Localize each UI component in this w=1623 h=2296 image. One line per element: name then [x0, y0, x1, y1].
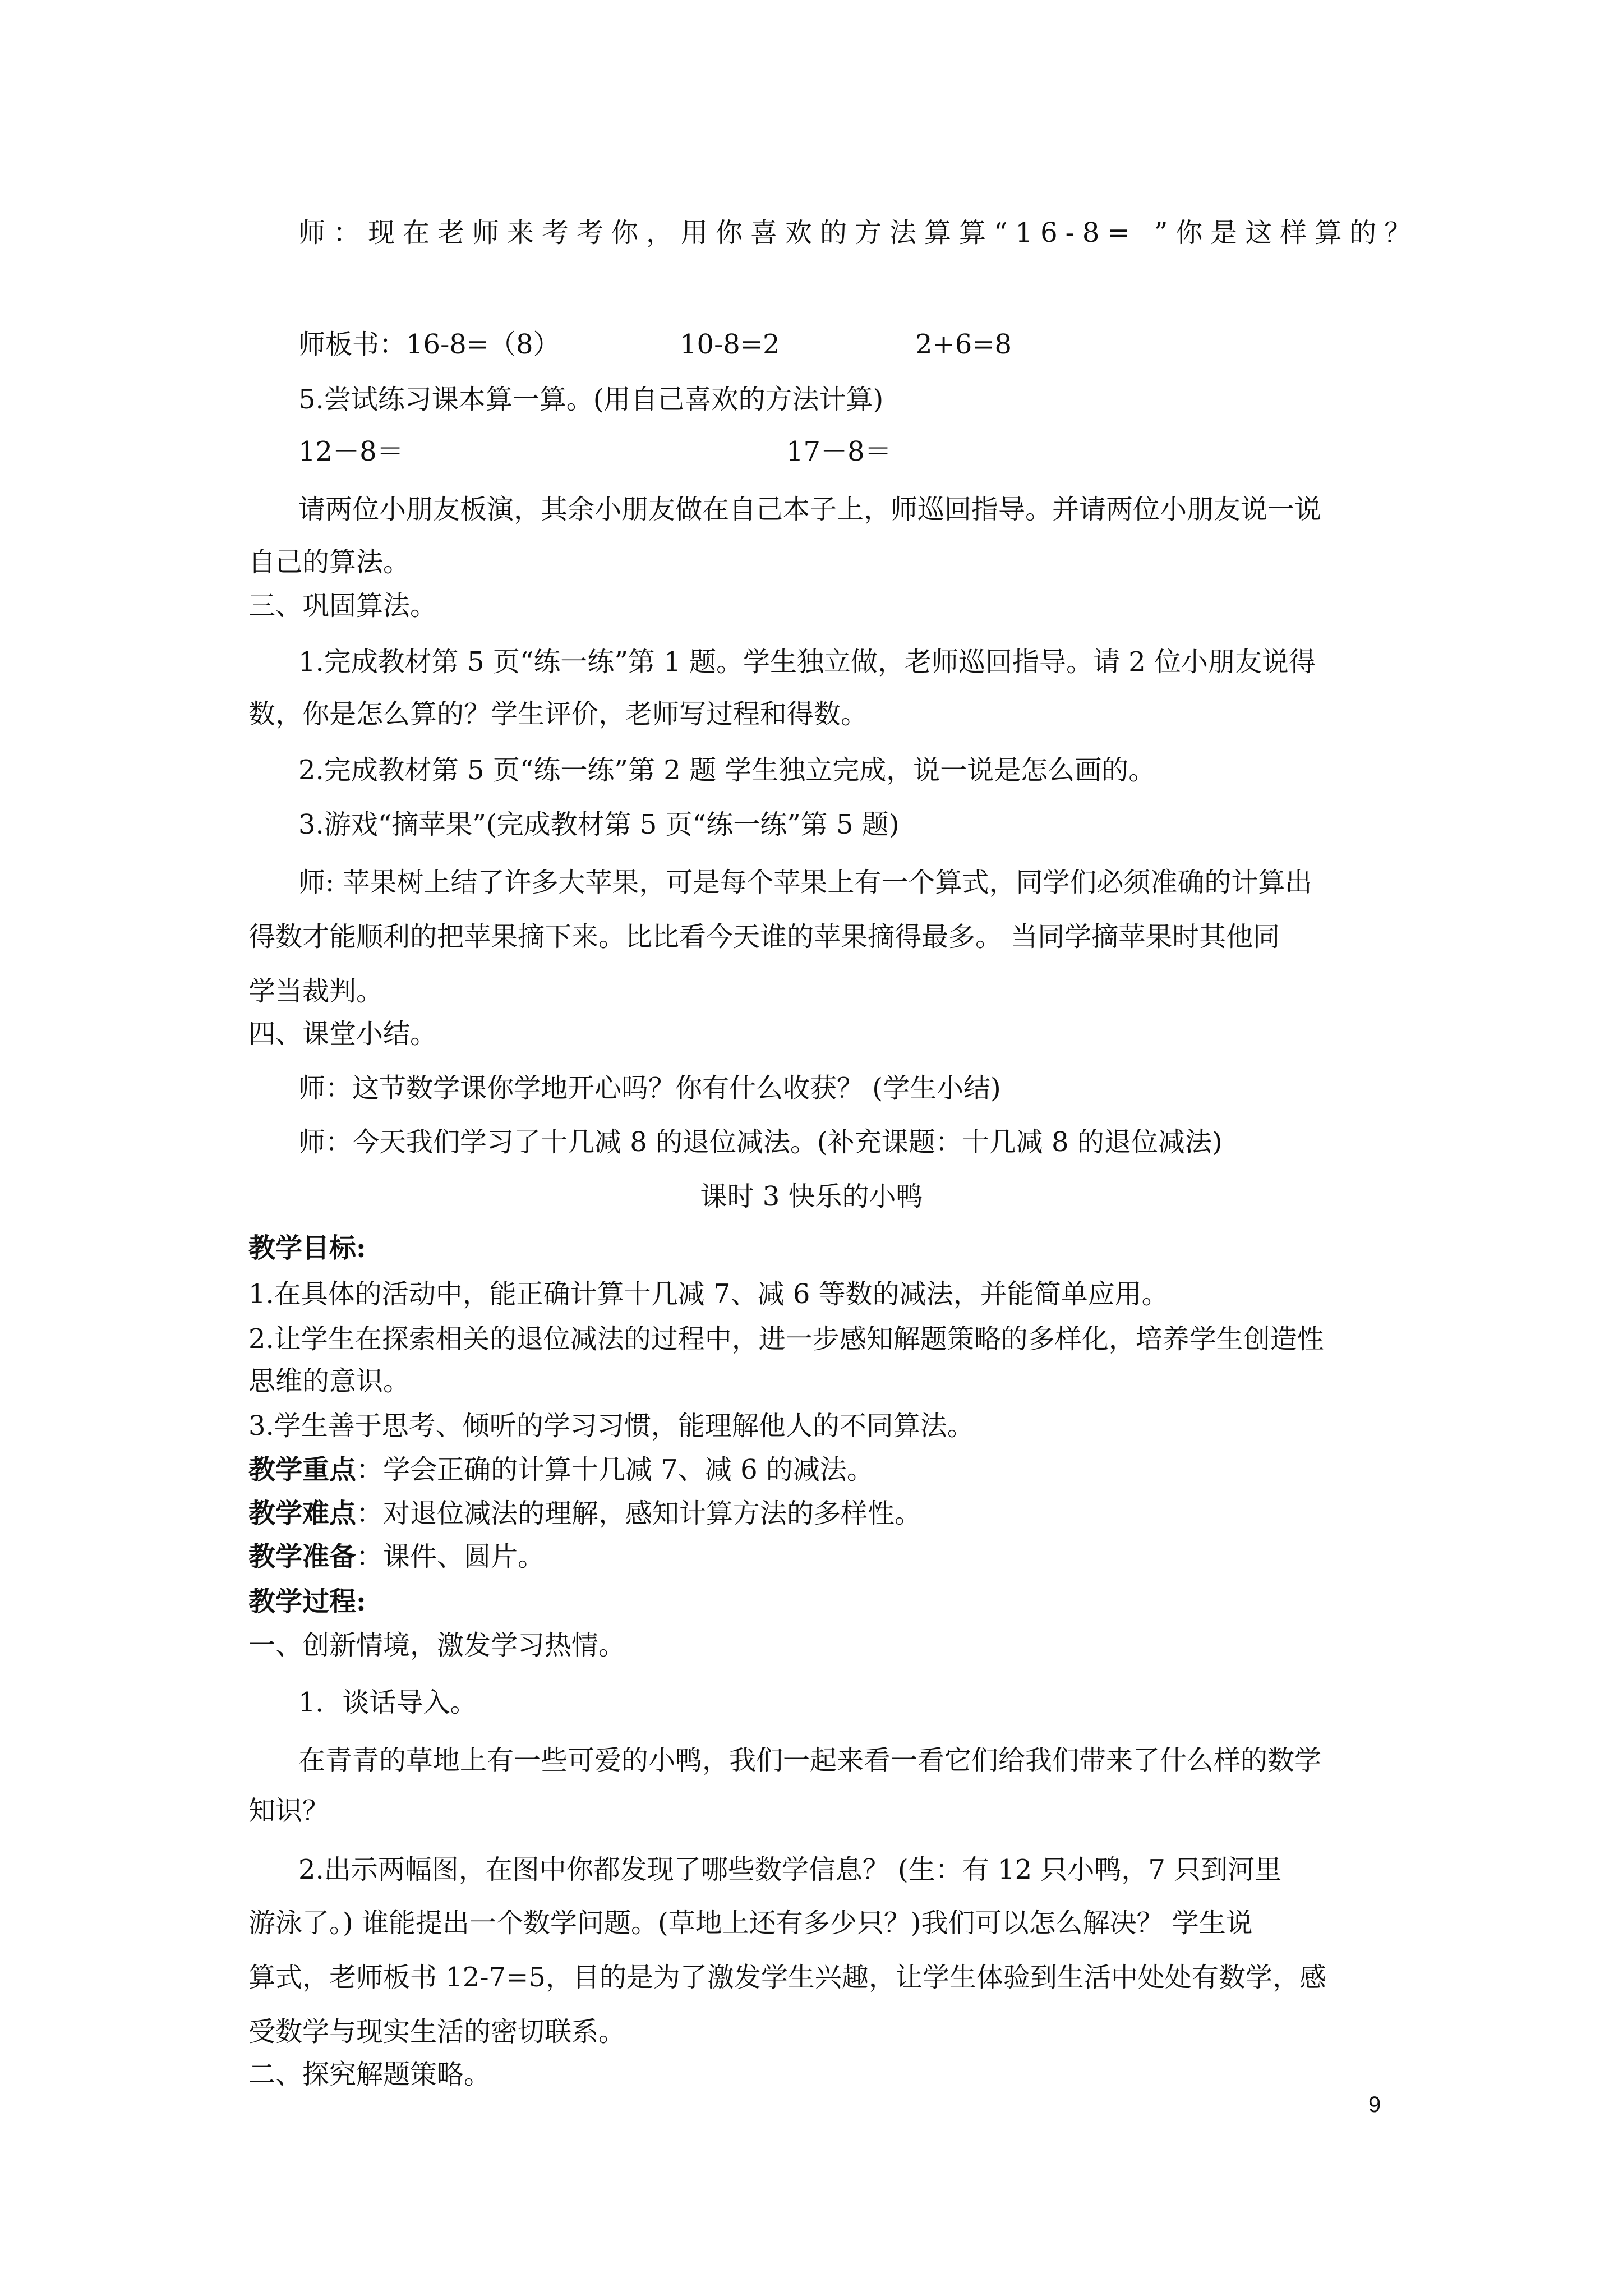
- paragraph-line: 游泳了。) 谁能提出一个数学问题。(草地上还有多少只？)我们可以怎么解决？ 学生说: [248, 1907, 1253, 1939]
- section-heading: 三、巩固算法。: [248, 590, 437, 622]
- paragraph-line: 受数学与现实生活的密切联系。: [248, 2016, 626, 2047]
- paragraph-line: 得数才能顺利的把苹果摘下来。比比看今天谁的苹果摘得最多。 当同学摘苹果时其他同: [248, 921, 1280, 953]
- heading-process: 教学过程:: [248, 1586, 366, 1617]
- exercise-1: 12－8＝: [298, 436, 404, 467]
- board-equation-1: 师板书：16-8=（8）: [298, 329, 560, 360]
- paragraph-line: 请两位小朋友板演，其余小朋友做在自己本子上，师巡回指导。并请两位小朋友说一说: [298, 494, 1322, 525]
- key-points-line: [248, 1453, 874, 1487]
- paragraph-line: 2.出示两幅图，在图中你都发现了哪些数学信息？ (生：有 12 只小鸭，7 只到河里: [298, 1854, 1282, 1885]
- preparation-text: ：课件、圆片。: [356, 1541, 545, 1572]
- heading-objectives: 教学目标:: [248, 1232, 366, 1264]
- section-heading: 四、课堂小结。: [248, 1018, 437, 1050]
- page-number: 9: [1368, 2092, 1381, 2117]
- exercise-line: [298, 435, 892, 468]
- paragraph-line: 师: 苹果树上结了许多大苹果，可是每个苹果上有一个算式，同学们必须准确的计算出: [298, 867, 1312, 898]
- board-equation-3: 2+6=8: [915, 329, 1012, 360]
- paragraph-line: 1．谈话导入。: [298, 1687, 477, 1718]
- paragraph-line: 知识？: [248, 1795, 330, 1826]
- difficulties-text: ：对退位减法的理解，感知计算方法的多样性。: [356, 1498, 922, 1529]
- lesson-title: 课时 3 快乐的小鸭: [700, 1181, 923, 1212]
- objective-item: 3.学生善于思考、倾听的学习习惯，能理解他人的不同算法。: [248, 1410, 974, 1442]
- board-writing-line: [298, 328, 1012, 361]
- paragraph-line: 2.完成教材第 5 页“练一练”第 2 题 学生独立完成，说一说是怎么画的。: [298, 754, 1156, 786]
- difficulties-line: [248, 1497, 921, 1530]
- key-points-label: 教学重点: [248, 1454, 357, 1485]
- objective-item: 1.在具体的活动中，能正确计算十几减 7、减 6 等数的减法，并能简单应用。: [248, 1278, 1169, 1310]
- paragraph-line: 自己的算法。: [248, 546, 411, 578]
- objective-item: 2.让学生在探索相关的退位减法的过程中，进一步感知解题策略的多样化，培养学生创造性: [248, 1323, 1324, 1355]
- preparation-line: [248, 1540, 545, 1573]
- paragraph-line: 师：今天我们学习了十几减 8 的退位减法。(补充课题：十几减 8 的退位减法): [298, 1126, 1223, 1158]
- paragraph-line: 3.游戏“摘苹果”(完成教材第 5 页“练一练”第 5 题): [298, 809, 900, 840]
- objective-item-continued: 思维的意识。: [248, 1365, 411, 1397]
- exercise-2: 17－8＝: [786, 436, 892, 467]
- paragraph-line: 学当裁判。: [248, 976, 384, 1007]
- paragraph-line: 1.完成教材第 5 页“练一练”第 1 题。学生独立做，老师巡回指导。请 2 位小朋友说得: [298, 646, 1316, 678]
- section-heading: 二、探究解题策略。: [248, 2059, 491, 2090]
- difficulties-label: 教学难点: [248, 1498, 357, 1529]
- paragraph-line: 算式，老师板书 12-7=5，目的是为了激发学生兴趣，让学生体验到生活中处处有数学，感: [248, 1962, 1326, 1993]
- preparation-label: 教学准备: [248, 1541, 357, 1572]
- board-equation-2: 10-8=2: [680, 329, 780, 360]
- paragraph-line: 在青青的草地上有一些可爱的小鸭，我们一起来看一看它们给我们带来了什么样的数学: [298, 1745, 1322, 1776]
- section-heading: 一、创新情境，激发学习热情。: [248, 1630, 626, 1661]
- paragraph-line: 师：现在老师来考考你，用你喜欢的方法算算“16-8= ”你是这样算的？: [298, 217, 1419, 249]
- key-points-text: ：学会正确的计算十几减 7、减 6 的减法。: [356, 1454, 874, 1485]
- paragraph-line: 数，你是怎么算的？学生评价，老师写过程和得数。: [248, 698, 868, 730]
- paragraph-line: 师：这节数学课你学地开心吗？你有什么收获？ (学生小结): [298, 1073, 1001, 1104]
- paragraph-line: 5.尝试练习课本算一算。(用自己喜欢的方法计算): [298, 384, 884, 415]
